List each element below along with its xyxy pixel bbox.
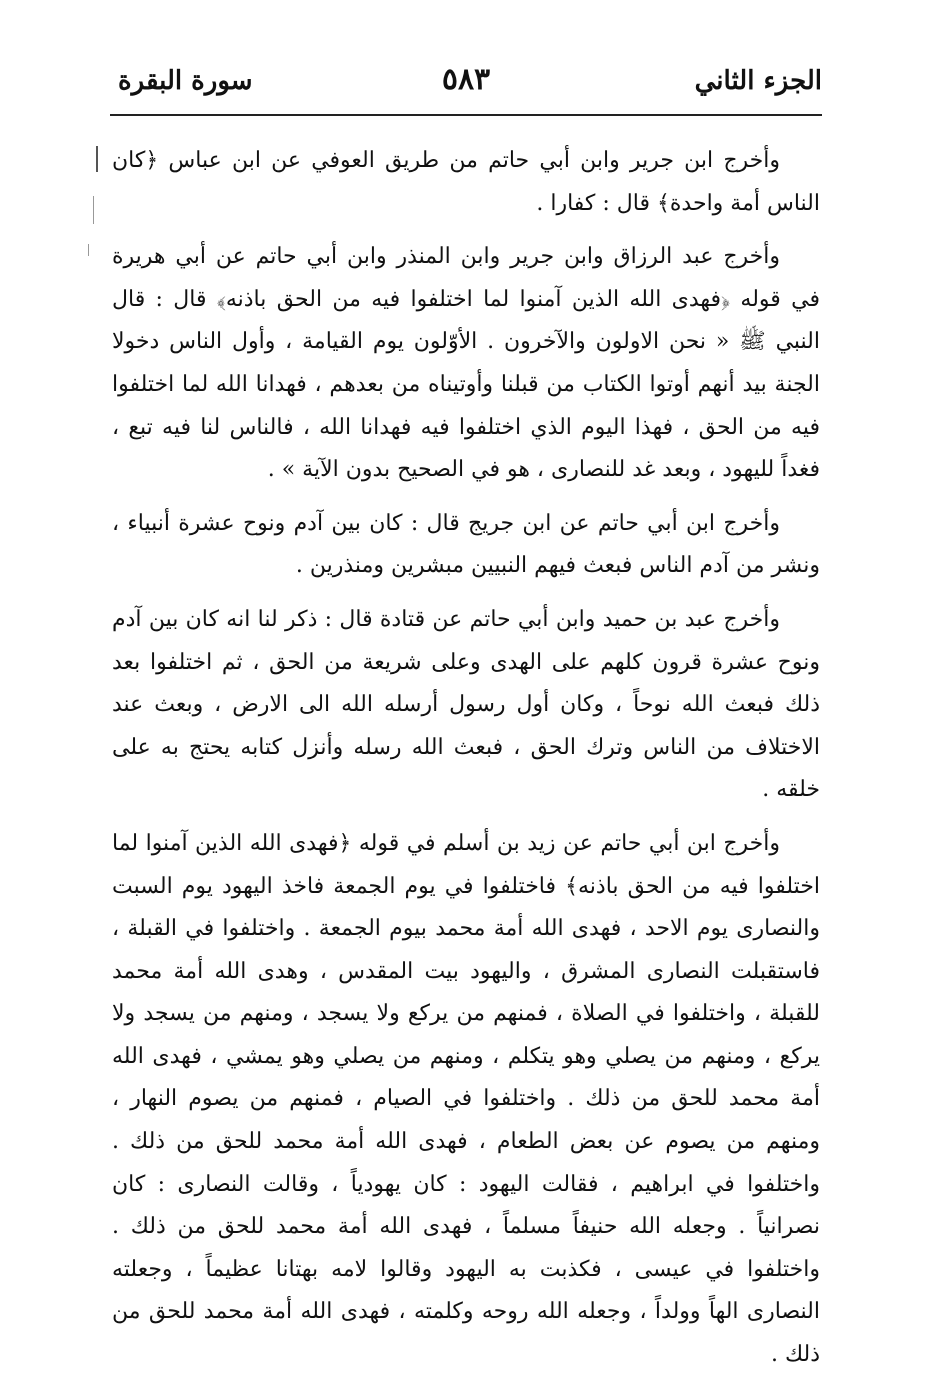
paragraph-4: وأخرج عبد بن حميد وابن أبي حاتم عن قتادة قال : ذكر لنا انه كان بين آدم ونوح عشرة قرون كلهم على الهدى وعلى شريعة من الحق ، ثم اختلفوا بعد ذلك فبعث الله نوحاً ، وكان أول رسول أرسله الله الى الارض ، وبعث عند الاختلاف من الناس وترك الحق ، فبعث الله رسله وأنزل كتابه يحتج به على خلقه . [112,606,820,803]
paragraph-2: وأخرج عبد الرزاق وابن جرير وابن المنذر وابن أبي حاتم عن أبي هريرة في قوله ﴿فهدى الله الذين آمنوا لما اختلفوا فيه من الحق باذنه﴾ قال : قال النبي ﷺ « نحن الاولون والآخرون . الأوّلون يوم القيامة ، وأول الناس دخولا الجنة بيد أنهم أوتوا الكتاب من قبلنا وأوتيناه من بعدهم ، فهدانا الله لما اختلفوا فيه من الحق ، فهذا اليوم الذي اختلفوا فيه فهدانا الله ، فالناس لنا فيه تبع ، فغداً لليهود ، وبعد غد للنصارى ، هو في الصحيح بدون الآية » . [112,244,820,483]
margin-mark [93,196,94,224]
paragraph-5: وأخرج ابن أبي حاتم عن زيد بن أسلم في قوله ﴿فهدى الله الذين آمنوا لما اختلفوا فيه من الحق باذنه﴾ فاختلفوا في يوم الجمعة فاخذ اليهود يوم السبت والنصارى يوم الاحد ، فهدى الله أمة محمد بيوم الجمعة . واختلفوا في القبلة ، فاستقبلت النصارى المشرق ، واليهود بيت المقدس ، وهدى الله أمة محمد للقبلة ، واختلفوا في الصلاة ، فمنهم من يركع ولا يسجد ، ومنهم من يسجد ولا يركع ، ومنهم من يصلي وهو يتكلم ، ومنهم من يصلي وهو يمشي ، فهدى الله أمة محمد للحق من ذلك . واختلفوا في الصيام ، فمنهم من يصوم النهار ، ومنهم من يصوم عن بعض الطعام ، فهدى الله أمة محمد للحق من ذلك . واختلفوا في ابراهيم ، فقالت اليهود : كان يهودياً ، وقالت النصارى : كان نصرانياً . وجعله الله حنيفاً مسلماً ، فهدى الله أمة محمد للحق من ذلك . واختلفوا في عيسى ، فكذبت به اليهود وقالوا لامه بهتانا عظيماً ، وجعلته النصارى الهاً وولداً ، وجعله الله روحه وكلمته ، فهدى الله أمة محمد للحق من ذلك . [112,830,820,1368]
paragraph-3: وأخرج ابن أبي حاتم عن ابن جريج قال : كان بين آدم ونوح عشرة أنبياء ، ونشر من آدم الناس فبعث فيهم النبيين مبشرين ومنذرين . [112,510,820,579]
margin-mark [96,146,98,172]
body-text [112,140,820,1388]
surah-title: سورة البقرة [118,66,253,96]
margin-mark [88,244,89,256]
header-rule [110,114,822,116]
paragraph-1: وأخرج ابن جرير وابن أبي حاتم من طريق العوفي عن ابن عباس ﴿كان الناس أمة واحدة﴾ قال : كفارا . [112,148,820,216]
volume-label: الجزء الثاني [694,66,822,96]
running-header [110,58,822,106]
page-number: ٥٨٣ [441,62,491,97]
